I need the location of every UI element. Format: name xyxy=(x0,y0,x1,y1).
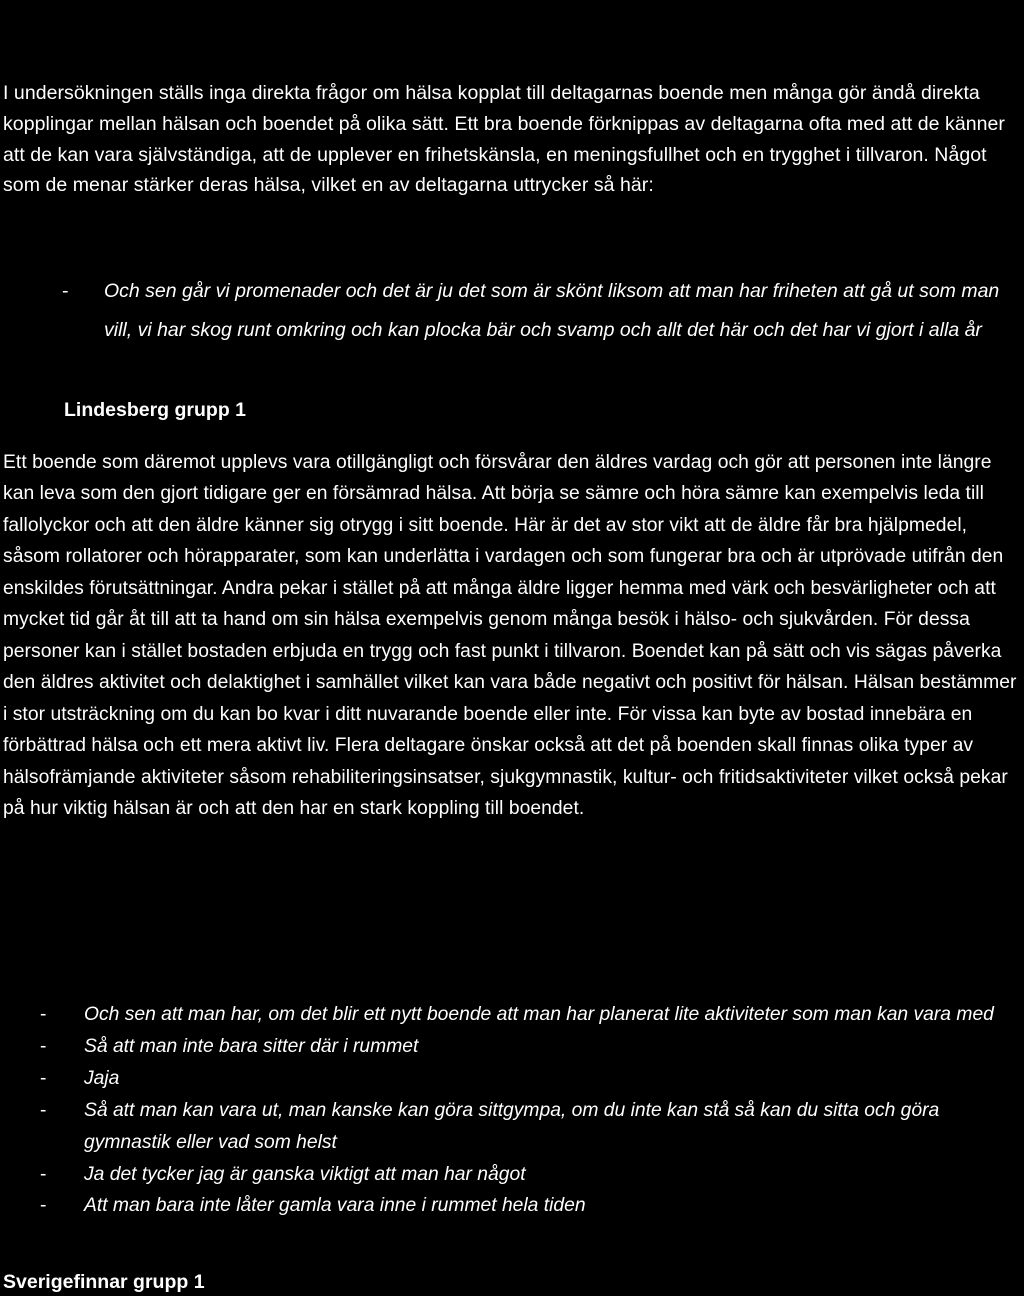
quote-item: - Och sen går vi promenader och det är ju det som är skönt liksom att man har friheten att gå ut som man vill, vi har skog runt omkring och kan plocka bär och svamp och allt det här och det har vi gjort i alla år xyxy=(62,272,1012,349)
quote-source-2: Sverigefinnar grupp 1 xyxy=(3,1271,205,1293)
quote-source-1: Lindesberg grupp 1 xyxy=(64,399,247,421)
body-paragraph-2: Ett boende som däremot upplevs vara otillgängligt och försvårar den äldres vardag och gör att personen inte längre kan leva som den gjort tidigare ger en försämrad hälsa. Att börja se sämre och höra sämre kan exempelvis leda till fallolyckor och att den äldre känner sig otrygg i sitt boende. Här är det av stor vikt att de äldre får bra hjälpmedel, såsom rollatorer och hörapparater, som kan underlätta i vardagen och som fungerar bra och är utprövade utifrån den enskildes förutsättningar. Andra pekar i stället på att många äldre ligger hemma med värk och besvärligheter och att mycket tid går åt till att ta hand om sin hälsa exempelvis genom många besök i hälso- och sjukvården. För dessa personer kan i stället bostaden erbjuda en trygg och fast punkt i tillvaron. Boendet kan på sätt och vis sägas påverka den äldres aktivitet och delaktighet i samhället vilket kan vara både negativt och positivt för hälsan. Hälsan bestämmer i stor utsträckning om du kan bo kvar i ditt nuvarande boende eller inte. För vissa kan byte av bostad innebära en förbättrad hälsa och ett mera aktivt liv. Flera deltagare önskar också att det på boenden skall finnas olika typer av hälsofrämjande aktiviteter såsom rehabiliteringsinsatser, sjukgymnastik, kultur- och fritidsaktiviteter vilket också pekar på hur viktig hälsan är och att den har en stark koppling till boendet. xyxy=(3,452,1017,819)
quote-list-2 xyxy=(38,999,1024,1222)
quote-item: - Ja det tycker jag är ganska viktigt att man har något xyxy=(38,1159,1024,1191)
quote-list-1 xyxy=(62,272,1012,349)
body-paragraph-1: I undersökningen ställs inga direkta frågor om hälsa kopplat till deltagarnas boende men många gör ändå direkta kopplingar mellan hälsan och boendet på olika sätt. Ett bra boende förknippas av deltagarna ofta med att de känner att de kan vara självständiga, att de upplever en frihetskänsla, en meningsfullhet och en trygghet i tillvaron. Något som de menar stärker deras hälsa, vilket en av deltagarna uttrycker så här: xyxy=(3,82,1005,197)
quote-item: - Så att man inte bara sitter där i rummet xyxy=(38,1031,1024,1063)
quote-item: - Och sen att man har, om det blir ett nytt boende att man har planerat lite aktiviteter som man kan vara med xyxy=(38,999,1024,1031)
quote-item: - Att man bara inte låter gamla vara inne i rummet hela tiden xyxy=(38,1190,1024,1222)
quote-item: - Så att man kan vara ut, man kanske kan göra sittgympa, om du inte kan stå så kan du sitta och göra gymnastik eller vad som helst xyxy=(38,1095,1024,1159)
quote-item: - Jaja xyxy=(38,1063,1024,1095)
